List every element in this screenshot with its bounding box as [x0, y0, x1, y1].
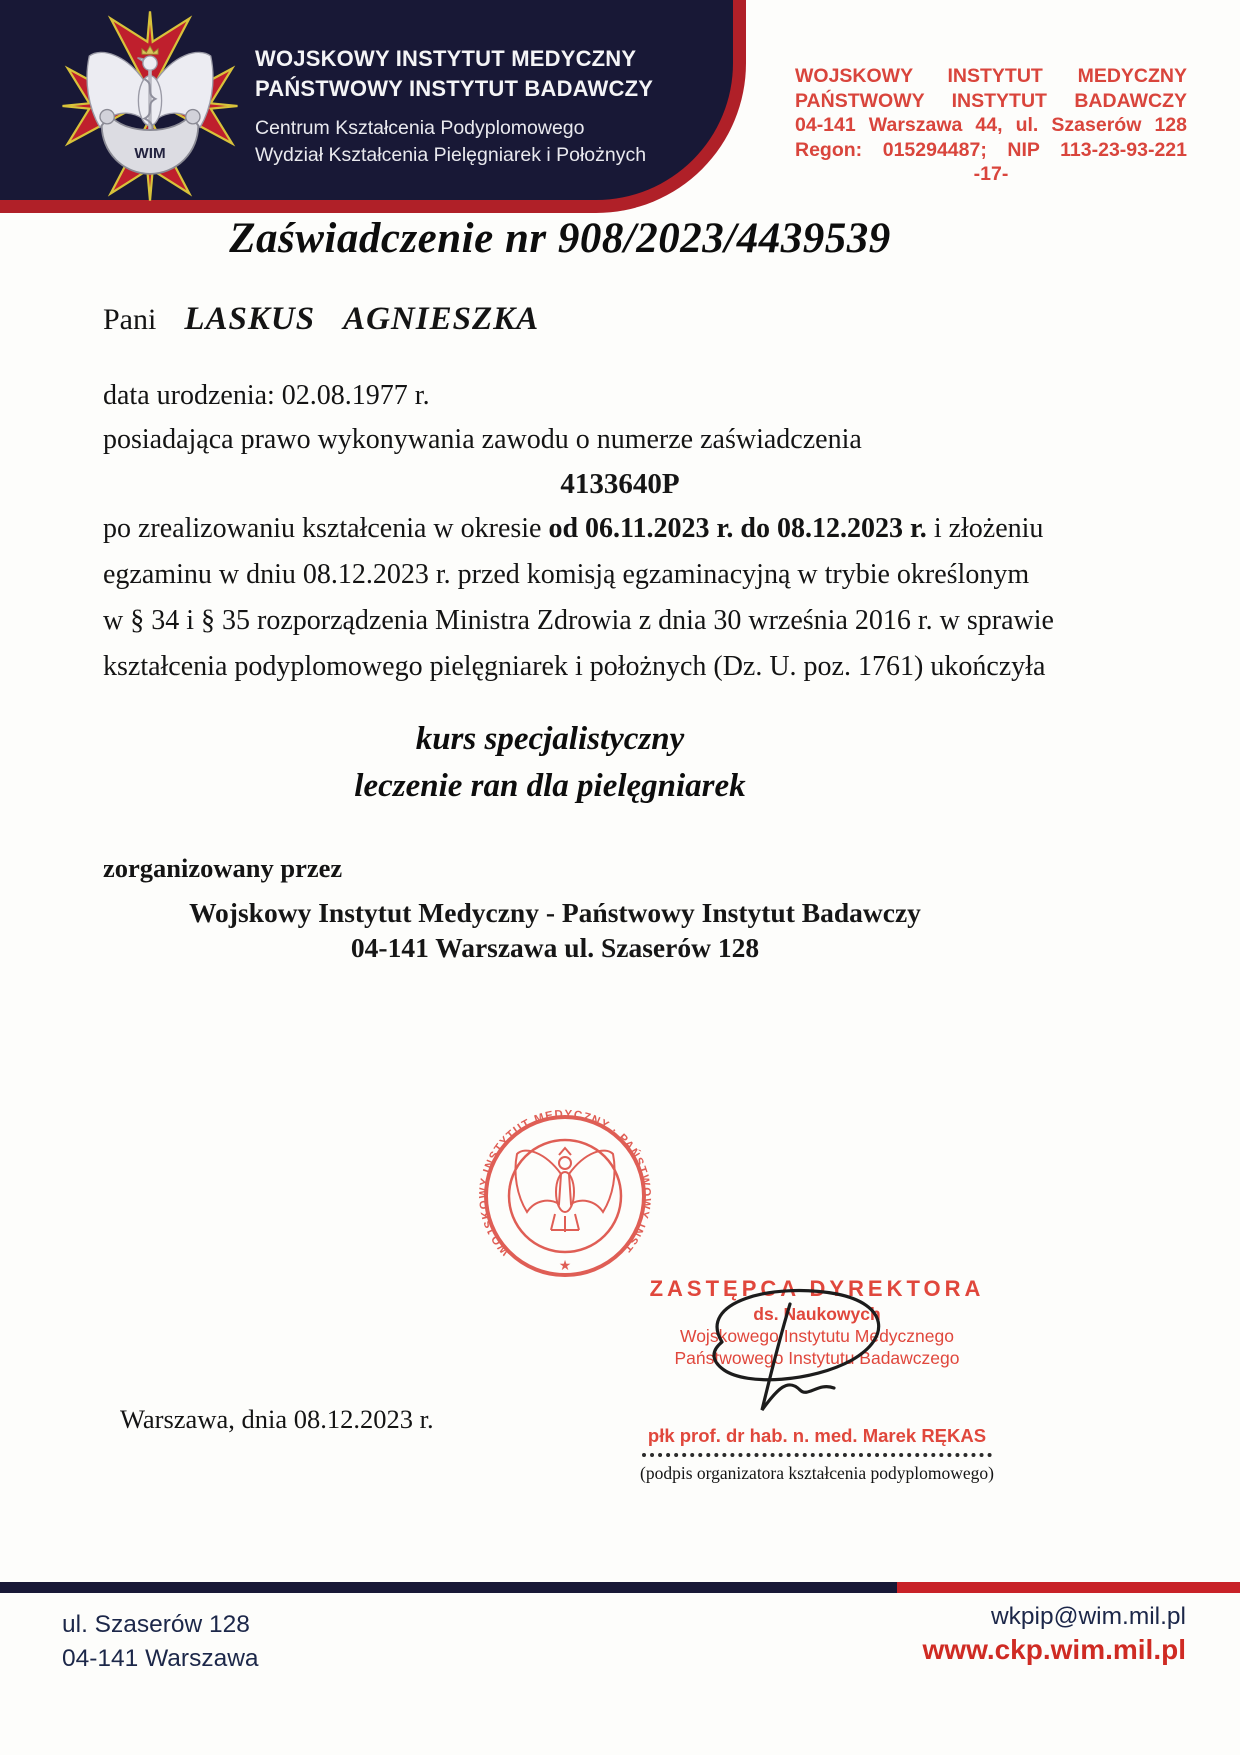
signature-caption: (podpis organizatora kształcenia podyplomowego) — [640, 1463, 994, 1483]
stamp-line: WOJSKOWY INSTYTUT MEDYCZNY — [795, 65, 1187, 87]
signer-name: płk prof. dr hab. n. med. Marek RĘKAS — [647, 1425, 987, 1446]
footer-bar-red-segment — [897, 1582, 1240, 1593]
course-name: leczenie ran dla pielęgniarek — [354, 768, 746, 804]
exam-line: egzaminu w dniu 08.12.2023 r. przed komisją egzaminacyjną w trybie określonym — [103, 559, 1030, 590]
license-number: 4133640P — [560, 468, 680, 500]
header-institute-block — [255, 44, 653, 169]
seal-ring-text: WOJSKOWY INSTYTUT MEDYCZNY · PAŃSTWOWY INSTYTUT BADAWCZY — [477, 1108, 653, 1258]
signer-title-line2: ds. Naukowych — [753, 1304, 881, 1324]
institute-address-stamp — [795, 64, 1187, 187]
footer-address-block — [62, 1608, 259, 1676]
recipient-salutation: Pani — [103, 303, 157, 336]
footer-city: 04-141 Warszawa — [62, 1645, 259, 1672]
footer-email: wkpip@wim.mil.pl — [990, 1603, 1186, 1630]
svg-text:WOJSKOWY INSTYTUT MEDYCZNY · P — [478, 1109, 652, 1258]
stamp-line: 04-141 Warszawa 44, ul. Szaserów 128 — [795, 114, 1187, 136]
footer-website: www.ckp.wim.mil.pl — [922, 1634, 1186, 1665]
department-line1: Centrum Kształcenia Podyplomowego — [255, 117, 585, 139]
recipient-name: LASKUS AGNIESZKA — [184, 301, 540, 337]
regulation-line: w § 34 i § 35 rozporządzenia Ministra Zdrowia z dnia 30 września 2016 r. w sprawie — [103, 605, 1054, 636]
place-and-date: Warszawa, dnia 08.12.2023 r. — [120, 1404, 434, 1434]
birth-date-line: data urodzenia: 02.08.1977 r. — [103, 380, 430, 411]
wim-logo-label: WIM — [134, 144, 166, 162]
recipient-line — [103, 301, 539, 338]
footer-contact-block — [923, 1603, 1186, 1666]
signer-org-line2: Państwowego Instytutu Badawczego — [674, 1348, 960, 1368]
header-banner — [0, 0, 746, 213]
department-line2: Wydział Kształcenia Pielęgniarek i Położnych — [255, 144, 647, 166]
stamp-line: PAŃSTWOWY INSTYTUT BADAWCZY — [795, 89, 1187, 112]
organizer-address: 04-141 Warszawa ul. Szaserów 128 — [350, 932, 760, 963]
course-type: kurs specjalistyczny — [415, 721, 685, 757]
period-prefix: po zrealizowaniu kształcenia w okresie — [103, 513, 549, 544]
official-round-seal — [458, 1086, 672, 1306]
stamp-line: -17- — [973, 163, 1009, 185]
wim-logo-icon — [60, 6, 240, 206]
stamp-line: Regon: 015294487; NIP 113-23-93-221 — [795, 138, 1187, 161]
seal-star-icon: ★ — [558, 1259, 572, 1274]
institute-name-line2: PAŃSTWOWY INSTYTUT BADAWCZY — [255, 76, 654, 101]
signature-dotted-line — [642, 1451, 992, 1457]
signer-org-line1: Wojskowego Instytutu Medycznego — [680, 1326, 954, 1346]
course-title-block — [0, 716, 1100, 810]
footer-divider-bar — [0, 1582, 1240, 1593]
footer-street: ul. Szaserów 128 — [62, 1611, 250, 1638]
organizer-label: zorganizowany przez — [103, 853, 343, 883]
organizer-name: Wojskowy Instytut Medyczny - Państwowy Instytut Badawczy — [189, 897, 921, 928]
period-suffix: i złożeniu — [926, 513, 1044, 544]
license-intro-line: posiadająca prawo wykonywania zawodu o numerze zaświadczenia — [103, 424, 862, 455]
signature-stamp-block — [622, 1276, 1012, 1484]
signer-title-line1: ZASTĘPCA DYREKTORA — [649, 1276, 985, 1301]
period-dates: od 06.11.2023 r. do 08.12.2023 r. — [548, 513, 927, 544]
footer-bar-navy-segment — [0, 1582, 897, 1593]
certificate-title: Zaświadczenie nr 908/2023/4439539 — [229, 215, 891, 262]
institute-name-line1: WOJSKOWY INSTYTUT MEDYCZNY — [255, 46, 637, 71]
training-period-line — [103, 513, 1043, 545]
completion-line: kształcenia podyplomowego pielęgniarek i położnych (Dz. U. poz. 1761) ukończyła — [103, 651, 1046, 682]
